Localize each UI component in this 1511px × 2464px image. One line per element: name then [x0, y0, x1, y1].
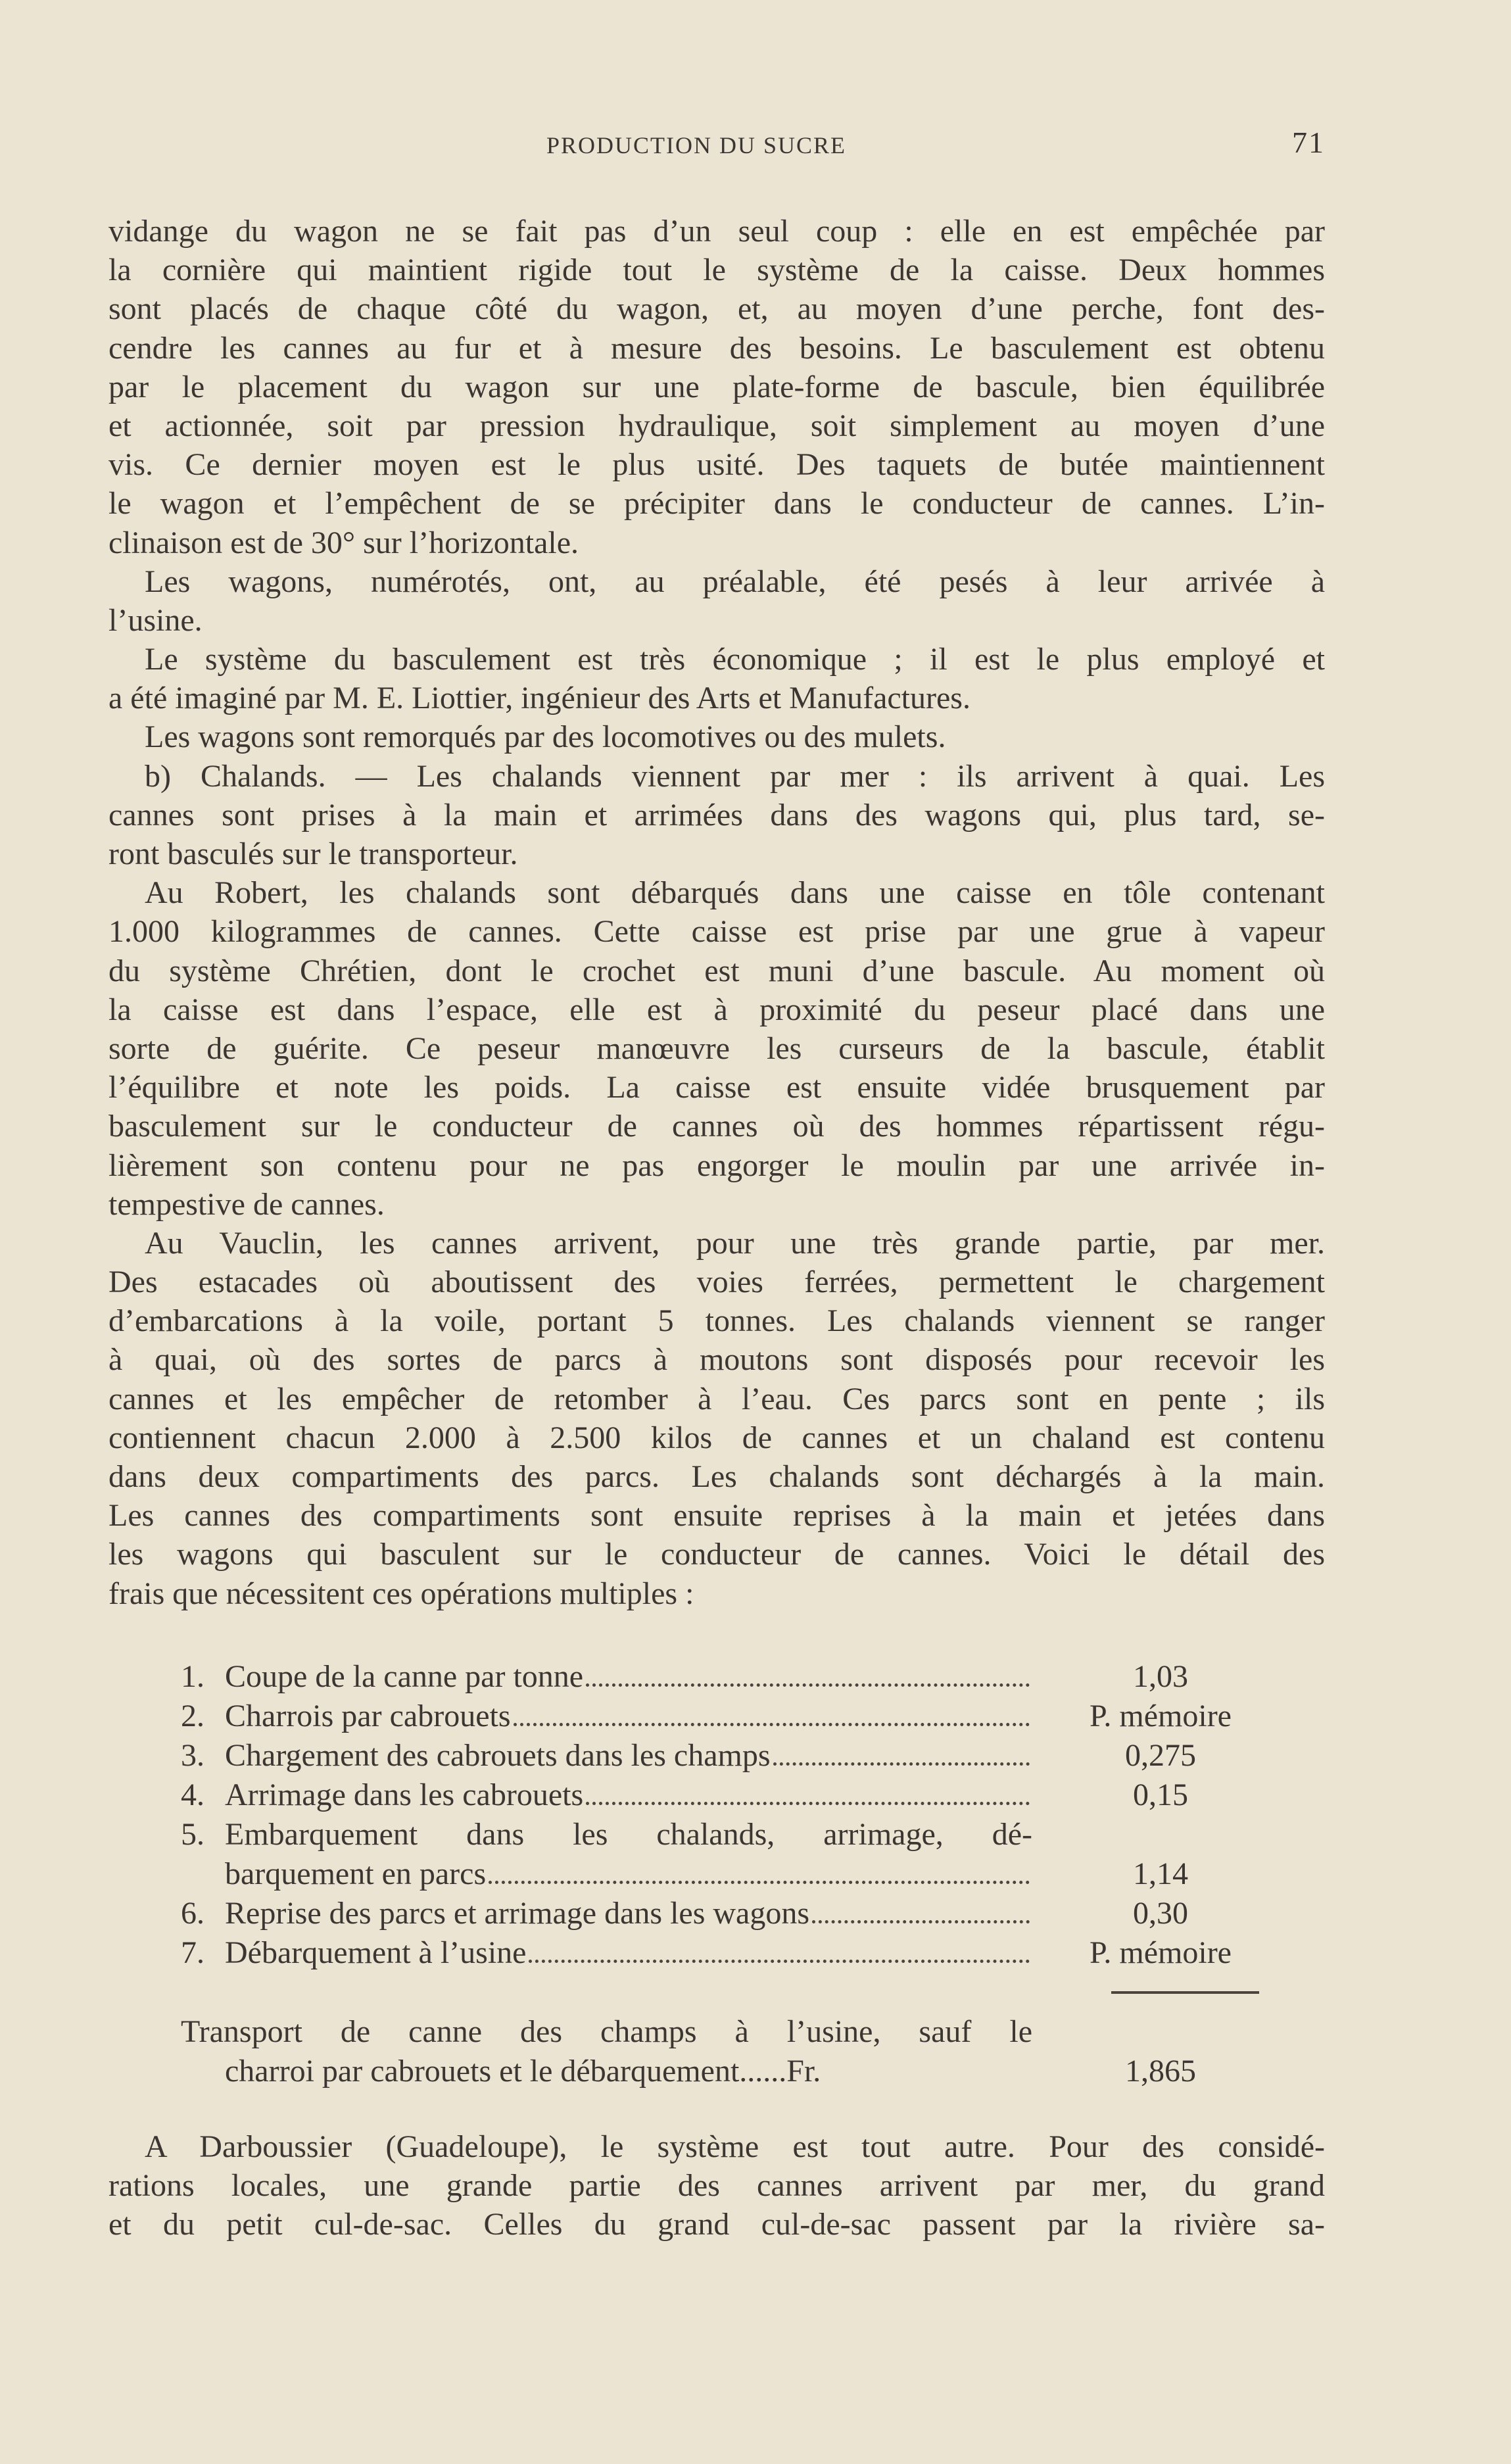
dot-leader: [529, 1960, 1030, 1963]
item-label-wrap: [225, 1697, 1032, 1736]
text-line: Au Vauclin, les cannes arrivent, pour une très grande partie, par mer.: [145, 1225, 1325, 1261]
text-line: rations locales, une grande partie des cannes arrivent par mer, du grand: [108, 2168, 1325, 2204]
sum-rule: [1111, 1991, 1259, 1994]
total-value: 1,865: [1125, 2054, 1196, 2089]
item-number: 4.: [181, 1777, 204, 1812]
item-label-wrap: [225, 1815, 1032, 1854]
paragraph: [108, 717, 1325, 756]
text-line: Les cannes des compartiments sont ensuite reprises à la main et jetées dans: [108, 1498, 1325, 1534]
text-line: les wagons qui basculent sur le conducteur de cannes. Voici le détail des: [108, 1537, 1325, 1572]
paragraph: [108, 873, 1325, 1224]
text-line: lièrement son contenu pour ne pas engorger le moulin par une arrivée in-: [108, 1147, 1325, 1183]
item-value: 1,03: [1133, 1659, 1188, 1694]
item-label-wrap: [225, 1854, 1032, 1894]
text-line: et actionnée, soit par pression hydraulique, soit simplement au moyen d’une: [108, 408, 1325, 443]
table-row: [181, 1854, 1266, 1894]
item-number: 1.: [181, 1659, 204, 1694]
text-line: d’embarcations à la voile, portant 5 tonnes. Les chalands viennent se ranger: [108, 1303, 1325, 1339]
total-label: Transport de canne des champs à l’usine, sauf le: [181, 2014, 1032, 2049]
table-row: [181, 1736, 1266, 1776]
text-line: et du petit cul-de-sac. Celles du grand cul-de-sac passent par la rivière sa-: [108, 2207, 1325, 2242]
item-label: Embarquement dans les chalands, arrimage, dé-: [225, 1817, 1032, 1852]
text-line: a été imaginé par M. E. Liottier, ingénieur des Arts et Manufactures.: [108, 681, 971, 716]
text-line: la cornière qui maintient rigide tout le système de la caisse. Deux hommes: [108, 253, 1325, 288]
table-row: [181, 1815, 1266, 1854]
item-label-wrap: [225, 1933, 1032, 1973]
table-row: [181, 1894, 1266, 1933]
item-number: 2.: [181, 1699, 204, 1733]
table-row: [181, 1697, 1266, 1736]
text-line: à quai, où des sortes de parcs à moutons sont disposés pour recevoir les: [108, 1342, 1325, 1378]
text-line: vidange du wagon ne se fait pas d’un seul coup : elle en est empêchée par: [108, 214, 1325, 249]
total-row: [181, 2052, 1269, 2091]
text-line: Les wagons, numérotés, ont, au préalable, été pesés à leur arrivée à: [145, 564, 1325, 599]
item-label-wrap: [225, 1894, 1032, 1933]
text-line: dans deux compartiments des parcs. Les chalands sont déchargés à la main.: [108, 1459, 1325, 1494]
text-line: contiennent chacun 2.000 à 2.500 kilos de cannes et un chaland est contenu: [108, 1420, 1325, 1455]
paragraph: [108, 212, 1325, 562]
item-label: Débarquement à l’usine: [225, 1935, 527, 1970]
text-line: cendre les cannes au fur et à mesure des besoins. Le basculement est obtenu: [108, 330, 1325, 366]
text-line: clinaison est de 30° sur l’horizontale.: [108, 525, 579, 560]
item-value: P. mémoire: [1090, 1935, 1232, 1970]
dot-leader: [586, 1683, 1030, 1687]
text-line: du système Chrétien, dont le crochet est muni d’une bascule. Au moment où: [108, 953, 1325, 988]
text-line: cannes sont prises à la main et arrimées dans des wagons qui, plus tard, se-: [108, 797, 1325, 833]
text-line: Les wagons sont remorqués par des locomotives ou des mulets.: [145, 719, 946, 755]
item-value: P. mémoire: [1090, 1699, 1232, 1733]
item-label-wrap: [225, 1657, 1032, 1697]
text-line: la caisse est dans l’espace, elle est à proximité du peseur placé dans une: [108, 992, 1325, 1027]
text-line: tempestive de cannes.: [108, 1186, 385, 1222]
text-line: le wagon et l’empêchent de se précipiter dans le conducteur de cannes. L’in-: [108, 486, 1325, 521]
item-number: 3.: [181, 1738, 204, 1773]
text-line: cannes et les empêcher de retomber à l’eau. Ces parcs sont en pente ; ils: [108, 1381, 1325, 1416]
paragraph: [108, 640, 1325, 717]
text-line: Au Robert, les chalands sont débarqués dans une caisse en tôle contenant: [145, 875, 1325, 911]
total-label: charroi par cabrouets et le débarquement......Fr.: [225, 2054, 821, 2089]
text-line: sorte de guérite. Ce peseur manœuvre les curseurs de la bascule, établit: [108, 1030, 1325, 1066]
paragraph: [108, 562, 1325, 640]
running-head: PRODUCTION DU SUCRE: [546, 132, 847, 158]
item-label-wrap: [225, 1776, 1032, 1815]
item-value: 0,275: [1125, 1738, 1196, 1773]
item-number: 7.: [181, 1935, 204, 1970]
item-value: 0,15: [1133, 1777, 1188, 1812]
text-line: par le placement du wagon sur une plate-forme de bascule, bien équilibrée: [108, 369, 1325, 404]
text-line: sont placés de chaque côté du wagon, et, au moyen d’une perche, font des-: [108, 291, 1325, 327]
paragraph: [108, 757, 1325, 874]
item-number: 6.: [181, 1896, 204, 1931]
text-line: vis. Ce dernier moyen est le plus usité. Des taquets de butée maintiennent: [108, 447, 1325, 483]
dot-leader: [586, 1802, 1030, 1805]
total-row: [181, 2012, 1269, 2052]
text-line: 1.000 kilogrammes de cannes. Cette caisse est prise par une grue à vapeur: [108, 914, 1325, 950]
text-line: A Darboussier (Guadeloupe), le système est tout autre. Pour des considé-: [145, 2129, 1325, 2164]
text-line: Des estacades où aboutissent des voies ferrées, permettent le chargement: [108, 1265, 1325, 1300]
table-row: [181, 1933, 1266, 1973]
text-line: Le système du basculement est très économique ; il est le plus employé et: [145, 642, 1325, 677]
paragraph: [108, 1224, 1325, 1613]
text-line: frais que nécessitent ces opérations multiples :: [108, 1576, 694, 1611]
item-label-wrap: [225, 1736, 1032, 1776]
dot-leader: [514, 1723, 1030, 1726]
text-line: basculement sur le conducteur de cannes où des hommes répartissent régu-: [108, 1109, 1325, 1144]
table-row: [181, 1776, 1266, 1815]
item-label: Arrimage dans les cabrouets: [225, 1777, 584, 1812]
cost-total: [181, 2012, 1269, 2091]
body-text: [108, 212, 1325, 1613]
text-line: l’usine.: [108, 602, 203, 638]
page-number: 71: [1292, 126, 1325, 159]
item-label: Reprise des parcs et arrimage dans les wagons: [225, 1896, 810, 1931]
item-value: 1,14: [1133, 1856, 1188, 1891]
table-row: [181, 1657, 1266, 1697]
item-label: Charrois par cabrouets: [225, 1699, 511, 1733]
cost-table: [181, 1657, 1266, 1973]
dot-leader: [773, 1762, 1030, 1766]
item-number: 5.: [181, 1817, 204, 1852]
text-line: b) Chalands. — Les chalands viennent par mer : ils arrivent à quai. Les: [145, 758, 1325, 794]
text-line: l’équilibre et note les poids. La caisse est ensuite vidée brusquement par: [108, 1070, 1325, 1105]
item-label: Coupe de la canne par tonne: [225, 1659, 584, 1694]
dot-leader: [489, 1881, 1030, 1884]
dot-leader: [812, 1920, 1030, 1923]
item-label: barquement en parcs: [225, 1856, 487, 1891]
text-line: ront basculés sur le transporteur.: [108, 836, 518, 871]
item-label: Chargement des cabrouets dans les champs: [225, 1738, 771, 1773]
item-value: 0,30: [1133, 1896, 1188, 1931]
final-paragraph: [108, 2127, 1325, 2244]
